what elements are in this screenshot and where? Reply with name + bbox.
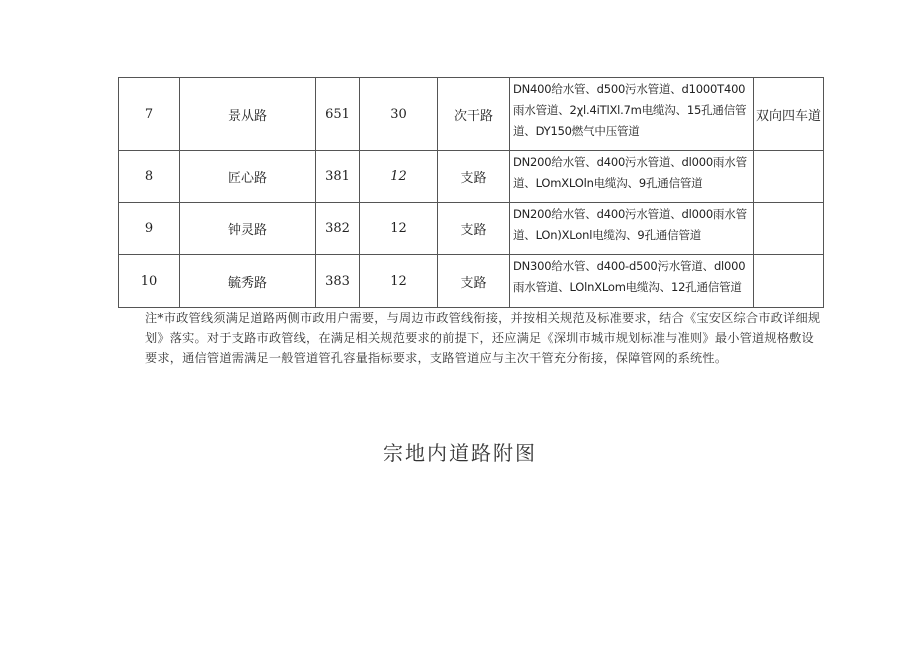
road-remark bbox=[754, 151, 824, 203]
road-grade: 支路 bbox=[438, 255, 510, 308]
row-number: 9 bbox=[119, 203, 180, 255]
row-number: 7 bbox=[119, 78, 180, 151]
pipeline-spec: DN200给水管、d400污水管道、dl000雨水管道、LOmXLOln电缆沟、9孔通信管道 bbox=[510, 151, 754, 203]
road-length: 383 bbox=[316, 255, 360, 308]
table-footnote: 注*市政管线须满足道路两侧市政用户需要，与周边市政管线衔接，并按相关规范及标准要求，结合《宝安区综合市政详细规划》落实。对于支路市政管线，在满足相关规范要求的前提下，还应满足《深圳市城市规划标准与准则》最小管道规格敷设要求，通信管道需满足一般管道管孔容量指标要求，支路管道应与主次干管充分衔接，保障管网的系统性。 bbox=[145, 311, 821, 365]
road-table bbox=[118, 77, 824, 308]
table-row bbox=[119, 203, 824, 255]
road-width: 12 bbox=[360, 255, 438, 308]
pipeline-spec: DN300给水管、d400-d500污水管道、dl000雨水管道、LOlnXLom电缆沟、12孔通信管道 bbox=[510, 255, 754, 308]
road-grade: 次干路 bbox=[438, 78, 510, 151]
road-width: 30 bbox=[360, 78, 438, 151]
row-number: 8 bbox=[119, 151, 180, 203]
road-name: 钟灵路 bbox=[180, 203, 316, 255]
table-row bbox=[119, 255, 824, 308]
road-name: 景从路 bbox=[180, 78, 316, 151]
row-number: 10 bbox=[119, 255, 180, 308]
road-remark: 双向四车道 bbox=[754, 78, 824, 151]
road-length: 382 bbox=[316, 203, 360, 255]
pipeline-spec: DN200给水管、d400污水管道、dl000雨水管道、LOn)XLonl电缆沟、9孔通信管道 bbox=[510, 203, 754, 255]
section-heading: 宗地内道路附图 bbox=[383, 441, 537, 465]
road-remark bbox=[754, 255, 824, 308]
road-length: 381 bbox=[316, 151, 360, 203]
road-grade: 支路 bbox=[438, 203, 510, 255]
table-row bbox=[119, 151, 824, 203]
road-length: 651 bbox=[316, 78, 360, 151]
pipeline-spec: DN400给水管、d500污水管道、d1000T400雨水管道、2χl.4iTlXl.7m电缆沟、15孔通信管道、DY150燃气中压管道 bbox=[510, 78, 754, 151]
road-width: 12 bbox=[360, 151, 438, 203]
road-name: 匠心路 bbox=[180, 151, 316, 203]
road-grade: 支路 bbox=[438, 151, 510, 203]
road-name: 毓秀路 bbox=[180, 255, 316, 308]
table-row bbox=[119, 78, 824, 151]
road-remark bbox=[754, 203, 824, 255]
road-width: 12 bbox=[360, 203, 438, 255]
